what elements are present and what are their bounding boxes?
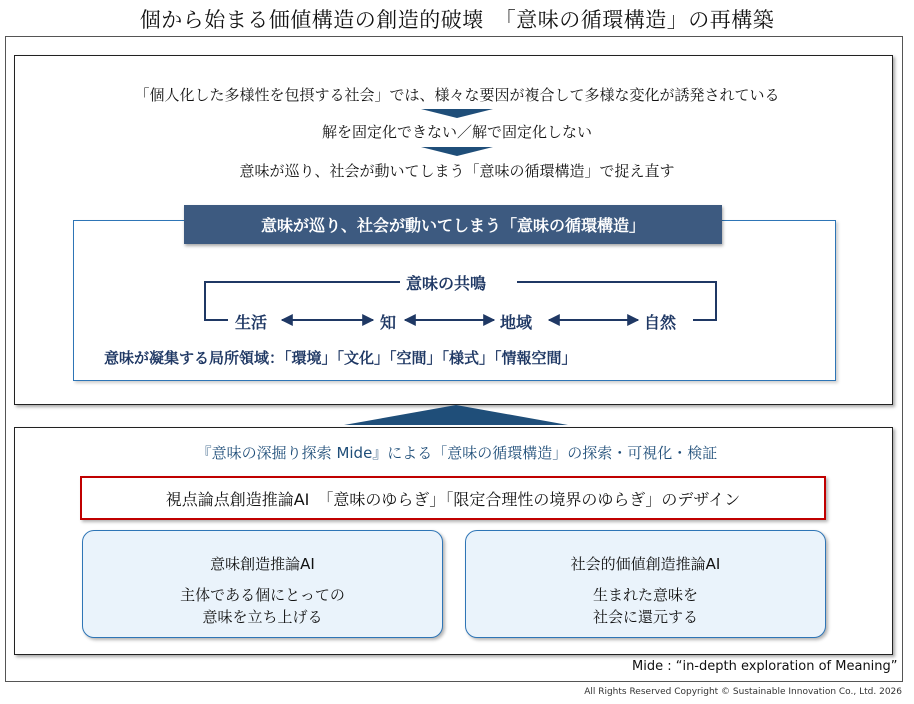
- node-knowledge: 知: [380, 313, 397, 332]
- node-life: 生活: [235, 313, 268, 332]
- ai-desc-line: 社会に還元する: [592, 608, 698, 626]
- ai-title: 意味創造推論AI: [210, 555, 315, 573]
- ai-description: [466, 584, 825, 628]
- ai-desc-line: 主体である個にとっての: [180, 586, 345, 604]
- mide-heading: 『意味の深掘り探索 Mide』による「意味の循環構造」の探索・可視化・検証: [196, 444, 718, 462]
- reframe-text: 意味が巡り、社会が動いてしまう「意味の循環構造」で捉え直す: [239, 162, 675, 180]
- node-region: 地域: [500, 313, 533, 332]
- node-nature: 自然: [644, 313, 677, 332]
- social-value-ai-box: [465, 530, 826, 638]
- ai-description: [83, 584, 442, 628]
- page-title: 個から始まる価値構造の創造的破壊 「意味の循環構造」の再構築: [139, 8, 775, 32]
- premise-text: 「個人化した多様性を包摂する社会」では、様々な要因が複合して多様な変化が誘発されている: [134, 86, 780, 104]
- ai-desc-line: 意味を立ち上げる: [202, 608, 323, 626]
- resonance-label: 意味の共鳴: [406, 274, 487, 293]
- ai-desc-line: 生まれた意味を: [592, 586, 698, 604]
- meaning-creation-ai-box: [82, 530, 443, 638]
- up-arrow-icon: [344, 405, 568, 425]
- design-box: 視点論点創造推論AI 「意味のゆらぎ」「限定合理性の境界のゆらぎ」のデザイン: [80, 476, 826, 520]
- copyright: All Rights Reserved Copyright © Sustainable Innovation Co., Ltd. 2026: [584, 687, 902, 697]
- approach-text: 解を固定化できない／解で固定化しない: [321, 123, 592, 141]
- resonance-bracket-right: [517, 282, 716, 320]
- ai-title: 社会的価値創造推論AI: [570, 555, 721, 573]
- mide-note: Mide : “in-depth exploration of Meaning”: [632, 659, 898, 674]
- cycle-banner: 意味が巡り、社会が動いてしまう「意味の循環構造」: [184, 205, 722, 244]
- locus-text: 意味が凝集する局所領域：「環境」「文化」「空間」「様式」「情報空間」: [104, 349, 577, 367]
